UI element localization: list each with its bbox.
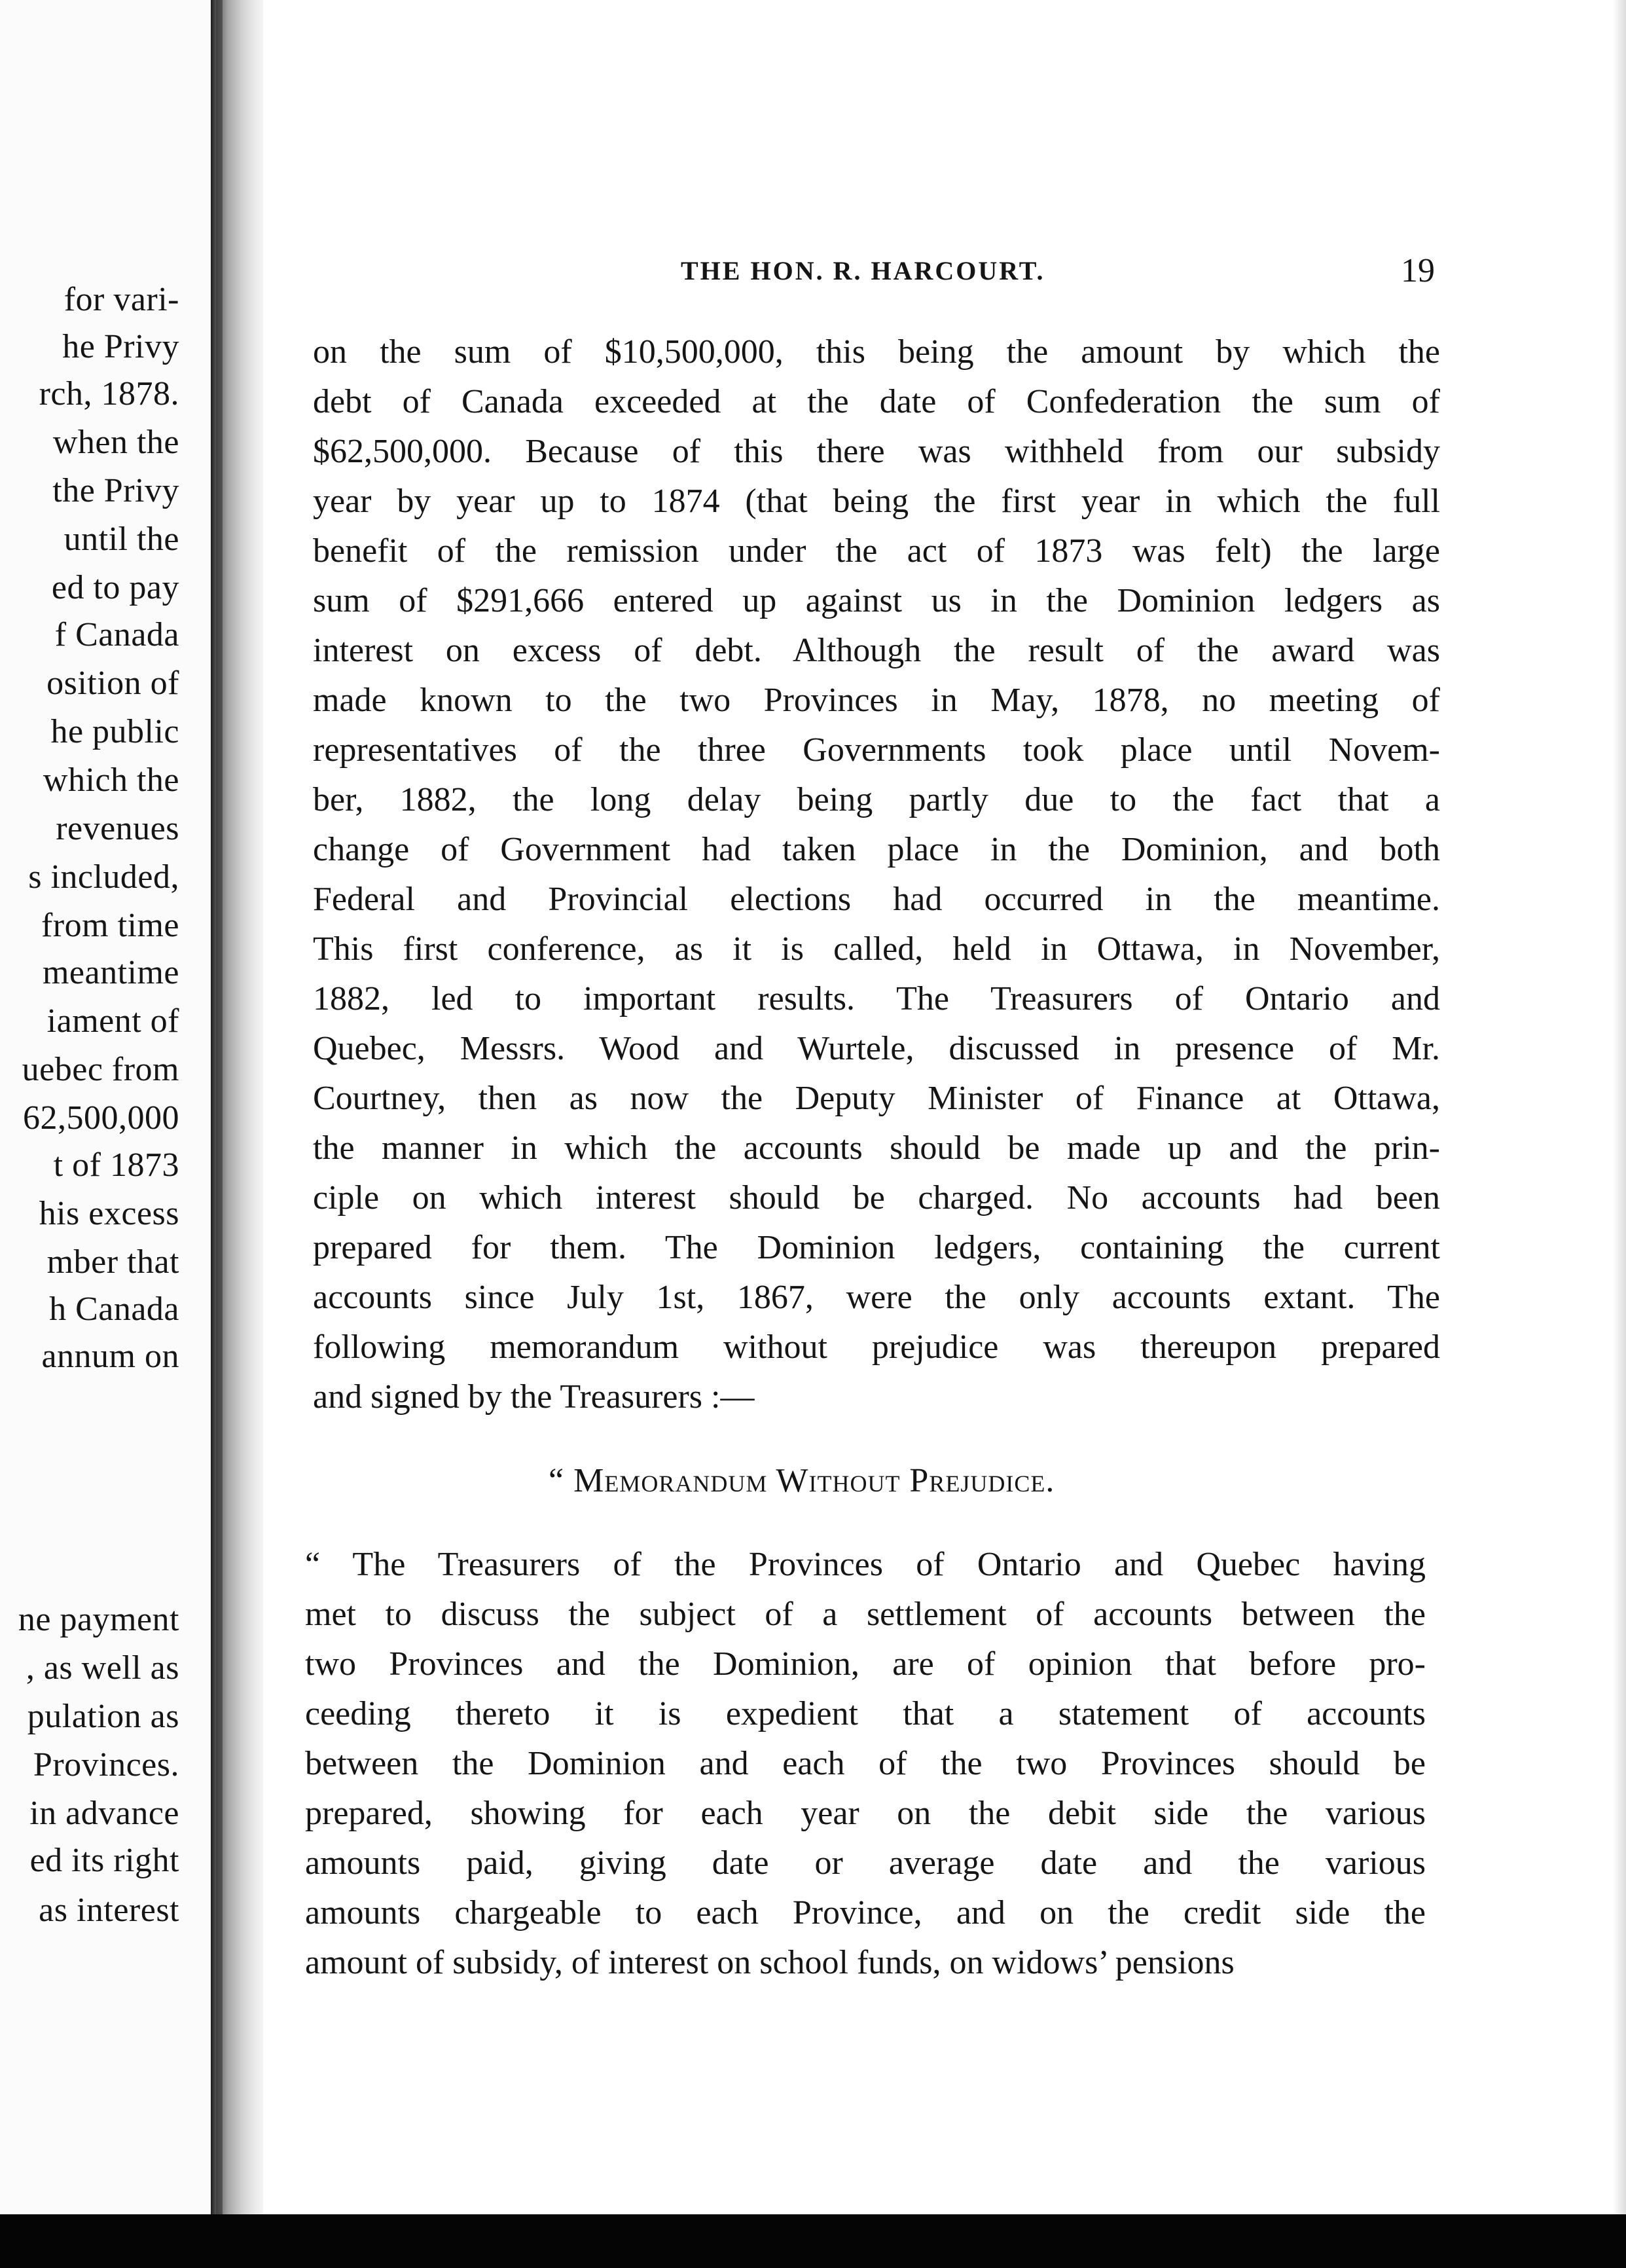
text-line: This first conference, as it is called, held in Ottawa, in November,	[313, 930, 1440, 968]
text-line: two Provinces and the Dominion, are of opinion that before pro-	[305, 1645, 1426, 1683]
text-line: interest on excess of debt. Although the result of the award was	[313, 632, 1440, 669]
left-page-line: s included,	[28, 858, 179, 896]
text-line: change of Government had taken place in the Dominion, and both	[313, 831, 1440, 868]
left-page-line: in advance	[29, 1795, 179, 1832]
left-page-line: revenues	[56, 810, 179, 847]
text-line: met to discuss the subject of a settlement of accounts between the	[305, 1596, 1426, 1633]
left-page-line: f Canada	[54, 616, 179, 653]
scan-bottom-band	[0, 2214, 1626, 2268]
text-line: following memorandum without prejudice was thereupon prepared	[313, 1328, 1440, 1366]
text-line: Courtney, then as now the Deputy Minister of Finance at Ottawa,	[313, 1080, 1440, 1117]
text-line: ber, 1882, the long delay being partly due to the fact that a	[313, 781, 1440, 818]
left-page-line: t of 1873	[53, 1146, 179, 1184]
text-line: between the Dominion and each of the two Provinces should be	[305, 1745, 1426, 1782]
text-line: on the sum of $10,500,000, this being the amount by which the	[313, 333, 1440, 371]
left-page-line: ne payment	[18, 1601, 179, 1638]
text-line: year by year up to 1874 (that being the first year in which the full	[313, 483, 1440, 520]
text-line: amounts chargeable to each Province, and on the credit side the	[305, 1894, 1426, 1931]
text-line: amounts paid, giving date or average date and the various	[305, 1844, 1426, 1882]
left-page-line: 62,500,000	[23, 1099, 179, 1137]
text-line: Quebec, Messrs. Wood and Wurtele, discussed in presence of Mr.	[313, 1030, 1440, 1067]
left-page-line: ed to pay	[51, 569, 179, 606]
text-line: the manner in which the accounts should be made up and the prin-	[313, 1129, 1440, 1167]
text-line: “ The Treasurers of the Provinces of Ontario and Quebec having	[305, 1546, 1426, 1583]
gutter-shadow	[216, 0, 223, 2214]
text-line: 1882, led to important results. The Treasurers of Ontario and	[313, 980, 1440, 1017]
left-page-line: mber that	[46, 1243, 179, 1281]
running-head: THE HON. R. HARCOURT.	[681, 256, 1045, 285]
left-page-line: from time	[41, 907, 179, 944]
text-line: $62,500,000. Because of this there was withheld from our subsidy	[313, 433, 1440, 470]
left-page-line: which the	[43, 761, 179, 799]
left-page-line: annum on	[41, 1338, 179, 1375]
left-page-line: his excess	[39, 1195, 179, 1232]
left-page-line: until the	[63, 521, 179, 558]
text-line: ceeding thereto it is expedient that a statement of accounts	[305, 1695, 1426, 1732]
left-page-line: the Privy	[52, 472, 179, 509]
left-page-line: osition of	[46, 665, 179, 702]
page-edge	[1613, 0, 1626, 2214]
left-page-line: as interest	[39, 1892, 179, 1929]
left-page-line: when the	[52, 424, 179, 461]
left-page-line: he Privy	[62, 328, 179, 365]
left-page-line: uebec from	[22, 1051, 179, 1088]
left-page-line: , as well as	[26, 1649, 179, 1687]
left-page-line: rch, 1878.	[39, 375, 179, 412]
text-line: debt of Canada exceeded at the date of Confederation the sum of	[313, 383, 1440, 420]
text-line: amount of subsidy, of interest on school funds, on widows’ pensions	[305, 1944, 1235, 1981]
left-page-line: for vari-	[63, 281, 179, 318]
left-page-line: iament of	[46, 1002, 179, 1040]
text-line: representatives of the three Governments took place until Novem-	[313, 731, 1440, 769]
left-facing-page	[0, 0, 211, 2214]
left-page-line: Provinces.	[33, 1746, 179, 1783]
text-line: prepared for them. The Dominion ledgers, containing the current	[313, 1229, 1440, 1266]
text-line: made known to the two Provinces in May, 1878, no meeting of	[313, 682, 1440, 719]
text-line: prepared, showing for each year on the debit side the various	[305, 1795, 1426, 1832]
text-line: Federal and Provincial elections had occurred in the meantime.	[313, 881, 1440, 918]
left-page-line: he public	[50, 713, 179, 750]
text-line: benefit of the remission under the act of 1873 was felt) the large	[313, 532, 1440, 570]
page-number: 19	[1401, 252, 1435, 289]
memo-heading: “ Memorandum Without Prejudice.	[549, 1462, 1055, 1499]
left-page-line: h Canada	[49, 1290, 179, 1328]
text-line: sum of $291,666 entered up against us in the Dominion ledgers as	[313, 582, 1440, 619]
text-line: accounts since July 1st, 1867, were the only accounts extant. The	[313, 1279, 1440, 1316]
text-line: and signed by the Treasurers :—	[313, 1378, 755, 1416]
left-page-line: meantime	[42, 954, 179, 991]
text-line: ciple on which interest should be charged. No accounts had been	[313, 1179, 1440, 1216]
left-page-line: ed its right	[29, 1842, 179, 1879]
left-page-line: pulation as	[27, 1698, 179, 1735]
